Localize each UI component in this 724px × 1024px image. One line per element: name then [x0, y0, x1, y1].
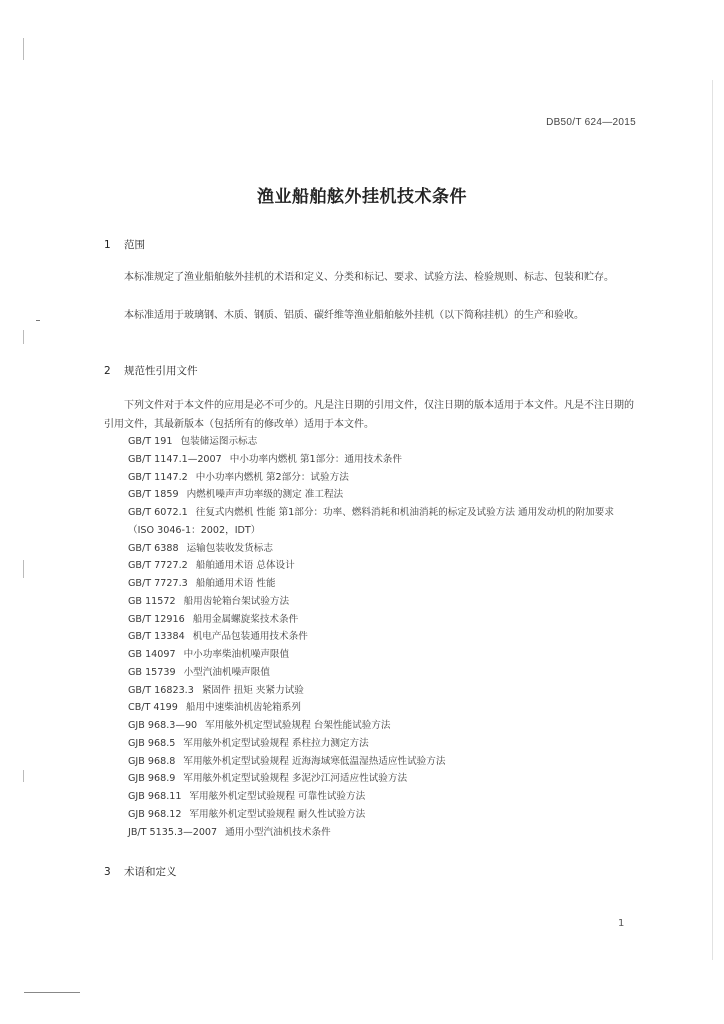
- reference-item: [128, 699, 639, 717]
- reference-code: GB/T 1147.1—2007: [128, 453, 222, 465]
- reference-title: 军用舷外机定型试验规程 台架性能试验方法: [205, 720, 391, 731]
- reference-code: GB/T 7727.3: [128, 578, 188, 589]
- reference-title: 中小功率柴油机噪声限值: [183, 649, 290, 660]
- reference-title: 船舶通用术语 总体设计: [195, 560, 295, 572]
- reference-item: [128, 753, 639, 771]
- footer-rule: [24, 992, 80, 993]
- section-number: 3: [104, 866, 111, 878]
- reference-item: [128, 540, 639, 558]
- section-number: 1: [104, 239, 111, 251]
- reference-list: [128, 433, 639, 841]
- reference-title: 军用舷外机定型试验规程 多泥沙江河适应性试验方法: [183, 773, 408, 785]
- reference-item: [128, 593, 639, 611]
- reference-title: 中小功率内燃机 第2部分：试验方法: [195, 471, 349, 483]
- reference-item: [128, 717, 639, 735]
- reference-code: GB/T 12916: [128, 613, 185, 625]
- reference-code: GB 11572: [128, 595, 176, 607]
- reference-item: [128, 486, 639, 504]
- reference-title: 小型汽油机噪声限值: [183, 666, 270, 678]
- reference-code: GB/T 191: [128, 436, 173, 447]
- reference-item: [128, 664, 639, 682]
- reference-code: GB/T 7727.2: [128, 560, 188, 572]
- reference-item: [128, 504, 639, 540]
- reference-title: 船舶通用术语 性能: [195, 578, 276, 589]
- reference-item: [128, 557, 639, 575]
- scan-margin-tick: [36, 320, 40, 321]
- reference-item: [128, 469, 639, 487]
- page-number: 1: [618, 918, 625, 929]
- reference-title: 包装储运图示标志: [180, 436, 258, 447]
- reference-title: 机电产品包装通用技术条件: [192, 631, 308, 643]
- document-code: DB50/T 624—2015: [546, 117, 636, 128]
- section-heading-scope: [104, 237, 145, 252]
- reference-title: 通用小型汽油机技术条件: [225, 826, 331, 838]
- reference-code: JB/T 5135.3—2007: [128, 826, 218, 838]
- reference-code: GB/T 16823.3: [128, 684, 194, 696]
- scan-margin-line: [23, 770, 24, 782]
- reference-code: CB/T 4199: [128, 702, 178, 714]
- reference-item: [128, 575, 639, 593]
- reference-item: [128, 433, 639, 451]
- reference-title: 军用舷外机定型试验规程 近海海域寒低温湿热适应性试验方法: [183, 755, 446, 767]
- reference-code: GJB 968.3—90: [128, 720, 198, 731]
- reference-code: GJB 968.9: [128, 773, 176, 785]
- reference-item: [128, 788, 639, 806]
- reference-item: [128, 806, 639, 824]
- reference-title: 船用中速柴油机齿轮箱系列: [185, 702, 301, 714]
- reference-title: 紧固件 扭矩 夹紧力试验: [201, 684, 304, 696]
- section-title: 术语和定义: [124, 866, 177, 878]
- section-heading-normative-references: [104, 363, 198, 378]
- section-title: 范围: [124, 239, 145, 251]
- reference-code: GB/T 1147.2: [128, 471, 188, 483]
- normative-intro-paragraph: 下列文件对于本文件的应用是必不可少的。凡是注日期的引用文件，仅注日期的版本适用于本文件。凡是不注日期的引用文件，其最新版本（包括所有的修改单）适用于本文件。: [104, 400, 634, 430]
- reference-code: GJB 968.5: [128, 737, 176, 749]
- scope-paragraph: 本标准适用于玻璃钢、木质、钢质、铝质、碳纤维等渔业船舶舷外挂机（以下简称挂机）的生产和验收。: [124, 310, 584, 321]
- reference-code: GJB 968.11: [128, 791, 182, 802]
- scan-margin-line: [23, 560, 24, 578]
- reference-title: 往复式内燃机 性能 第1部分：功率、燃料消耗和机油消耗的标定及试验方法 通用发动机的附加要求（ISO 3046-1：2002，IDT）: [128, 507, 614, 536]
- reference-item: [128, 628, 639, 646]
- reference-code: GB/T 13384: [128, 631, 185, 643]
- scan-edge-line: [712, 80, 713, 960]
- scope-paragraph: 本标准规定了渔业船舶舷外挂机的术语和定义、分类和标记、要求、试验方法、检验规则、标志、包装和贮存。: [124, 272, 614, 283]
- reference-code: GB/T 1859: [128, 489, 179, 501]
- reference-code: GB/T 6072.1: [128, 507, 188, 518]
- reference-item: [128, 735, 639, 753]
- reference-title: 军用舷外机定型试验规程 可靠性试验方法: [189, 791, 366, 802]
- reference-item: [128, 646, 639, 664]
- document-title: 渔业船舶舷外挂机技术条件: [257, 187, 467, 207]
- reference-title: 船用金属螺旋桨技术条件: [192, 613, 299, 625]
- reference-title: 运输包装收发货标志: [186, 542, 273, 554]
- reference-code: GJB 968.8: [128, 755, 176, 767]
- reference-item: [128, 451, 639, 469]
- section-heading-terms: [104, 864, 177, 879]
- scan-margin-line: [23, 38, 24, 60]
- scan-margin-line: [23, 330, 24, 344]
- section-title: 规范性引用文件: [124, 365, 198, 377]
- reference-item: [128, 611, 639, 629]
- section-number: 2: [104, 365, 111, 377]
- reference-title: 军用舷外机定型试验规程 系柱拉力测定方法: [183, 737, 369, 749]
- reference-title: 中小功率内燃机 第1部分：通用技术条件: [229, 453, 402, 465]
- reference-title: 内燃机噪声声功率级的测定 准工程法: [186, 489, 344, 501]
- reference-code: GJB 968.12: [128, 808, 182, 820]
- reference-item: [128, 682, 639, 700]
- reference-item: [128, 824, 639, 842]
- reference-title: 军用舷外机定型试验规程 耐久性试验方法: [189, 808, 366, 820]
- reference-code: GB 15739: [128, 666, 176, 678]
- reference-code: GB/T 6388: [128, 542, 179, 554]
- reference-code: GB 14097: [128, 649, 176, 660]
- reference-item: [128, 770, 639, 788]
- reference-title: 船用齿轮箱台架试验方法: [183, 595, 290, 607]
